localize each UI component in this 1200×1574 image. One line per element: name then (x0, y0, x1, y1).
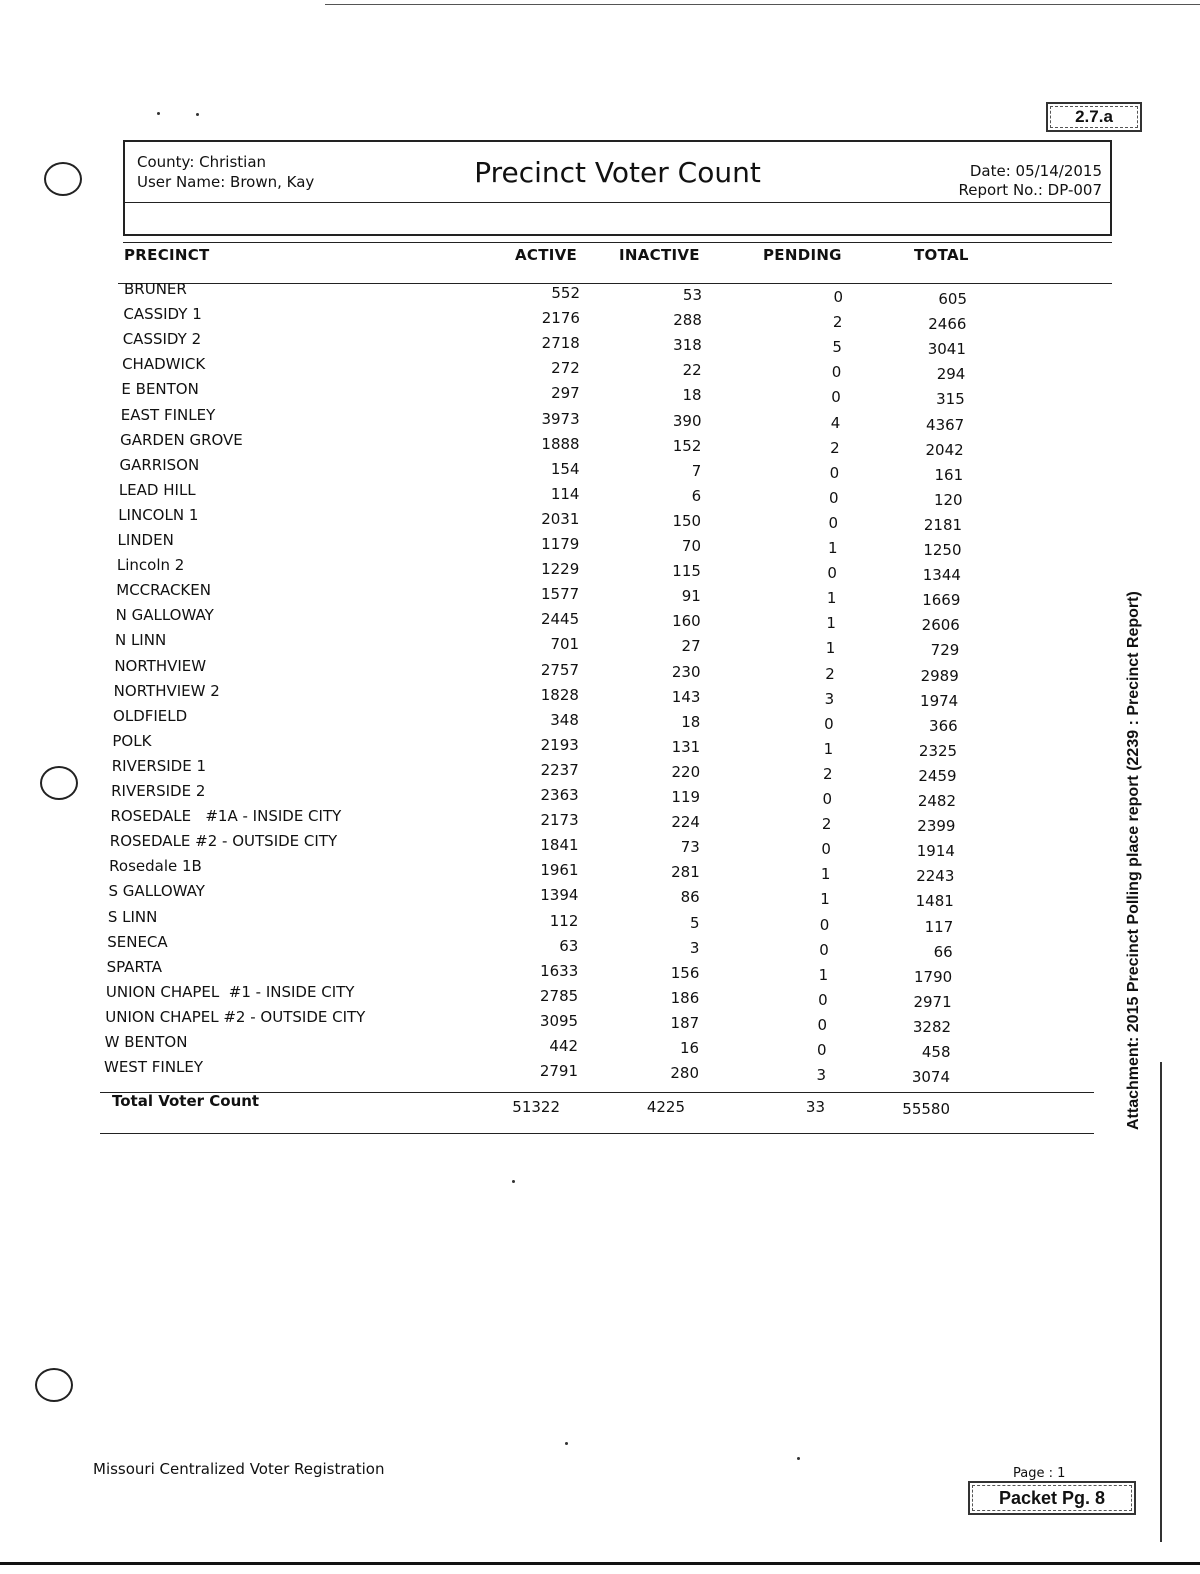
total-count: 729 (930, 641, 960, 660)
inactive-count: 18 (681, 712, 701, 731)
active-count: 112 (549, 911, 579, 930)
scan-speck (565, 1442, 568, 1445)
precinct-name: POLK (112, 731, 152, 750)
active-count: 1179 (541, 535, 580, 553)
packet-page-label: Packet Pg. 8 (972, 1485, 1132, 1511)
footer-left: Missouri Centralized Voter Registration (93, 1460, 385, 1478)
pending-count: 0 (833, 288, 843, 306)
pending-count: 1 (820, 865, 831, 884)
pending-count: 2 (825, 664, 835, 683)
pending-count: 2 (823, 764, 833, 783)
pending-count: 1 (827, 539, 838, 557)
table-row (119, 455, 999, 484)
pending-count: 0 (817, 1015, 828, 1034)
inactive-count: 5 (690, 913, 700, 932)
pending-count: 1 (826, 614, 836, 633)
precinct-name: W BENTON (104, 1033, 188, 1051)
table-row (108, 882, 989, 911)
total-count: 2042 (925, 440, 964, 459)
inactive-count: 318 (673, 336, 702, 355)
total-count: 2482 (917, 792, 957, 810)
precinct-name: NORTHVIEW 2 (113, 681, 220, 700)
table-row (113, 706, 993, 735)
total-count: 1669 (922, 591, 961, 610)
pending-count: 5 (832, 338, 842, 357)
header-meta-right (958, 162, 1102, 200)
pending-count: 0 (819, 940, 829, 959)
total-count: 3074 (911, 1068, 950, 1087)
attachment-tag-label: 2.7.a (1050, 106, 1138, 128)
active-count: 63 (559, 936, 579, 955)
table-row (109, 857, 989, 886)
inactive-count: 186 (670, 988, 700, 1007)
inactive-count: 150 (672, 511, 702, 530)
table-row (124, 280, 1004, 308)
pending-count: 0 (827, 564, 837, 583)
inactive-count: 53 (682, 286, 702, 304)
table-row (109, 832, 990, 861)
precinct-name: ROSEDALE #2 - OUTSIDE CITY (109, 832, 338, 851)
precinct-name: E BENTON (121, 380, 199, 399)
punch-hole (44, 162, 82, 196)
precinct-name: RIVERSIDE 1 (111, 756, 207, 775)
active-count: 2237 (540, 760, 579, 779)
table-row (110, 807, 990, 836)
attachment-side-label: Attachment: 2015 Precinct Polling place report (2239 : Precinct Report) (1125, 591, 1142, 1130)
report-number-line: Report No.: DP-007 (958, 181, 1102, 199)
precinct-name: BRUNER (124, 280, 187, 298)
table-row (112, 731, 992, 760)
table-row (122, 355, 1002, 384)
table-row (106, 957, 987, 986)
inactive-count: 390 (672, 411, 702, 430)
pending-count: 1 (825, 639, 836, 658)
table-row (113, 681, 994, 710)
inactive-count: 70 (681, 537, 702, 555)
table-row (114, 656, 994, 685)
precinct-name: CASSIDY 1 (123, 305, 202, 324)
table-row (123, 305, 1003, 334)
total-count: 3041 (927, 340, 966, 359)
column-header-precinct: PRECINCT (124, 246, 210, 264)
active-count: 2757 (540, 660, 580, 679)
active-count: 1841 (540, 836, 579, 855)
pending-count: 0 (831, 363, 842, 382)
punch-hole (40, 766, 78, 800)
active-count: 2363 (540, 786, 579, 804)
table-row (116, 581, 996, 610)
table-row (111, 756, 992, 785)
bottom-scan-line (0, 1562, 1200, 1565)
inactive-count: 156 (670, 963, 700, 982)
total-count: 1790 (914, 967, 953, 986)
precinct-name: CASSIDY 2 (122, 330, 202, 349)
active-count: 272 (551, 359, 580, 378)
column-header-active: ACTIVE (515, 246, 578, 264)
pending-count: 0 (831, 388, 841, 407)
inactive-count: 22 (682, 361, 702, 380)
pending-count: 2 (830, 438, 840, 457)
table-row (105, 1007, 985, 1036)
total-count: 2989 (920, 666, 959, 685)
total-count: 2325 (918, 741, 958, 760)
total-count: 2243 (916, 867, 955, 886)
rule (123, 242, 1112, 243)
county-line: County: Christian (137, 153, 267, 171)
user-line: User Name: Brown, Kay (137, 173, 315, 191)
date-line: Date: 05/14/2015 (969, 162, 1102, 180)
active-count: 1229 (541, 560, 580, 579)
table-row (122, 330, 1003, 359)
total-count: 2466 (928, 315, 967, 334)
top-scan-line (325, 4, 1200, 5)
total-count: 366 (929, 716, 958, 735)
table-row (117, 531, 998, 559)
table-row (120, 430, 1000, 459)
inactive-count: 152 (672, 436, 702, 455)
table-row (107, 907, 988, 936)
precinct-name: RIVERSIDE 2 (111, 782, 206, 800)
precinct-name: LEAD HILL (118, 480, 196, 499)
table-row (114, 631, 995, 660)
scan-speck (797, 1457, 800, 1460)
total-count: 2606 (921, 616, 960, 635)
precinct-name: LINDEN (117, 531, 174, 549)
pending-count: 1 (826, 589, 837, 608)
active-count: 552 (551, 284, 580, 302)
inactive-count: 230 (671, 662, 701, 681)
precinct-name: WEST FINLEY (104, 1058, 204, 1077)
inactive-count: 224 (671, 813, 700, 832)
active-count: 2193 (540, 735, 579, 754)
precinct-name: ROSEDALE #1A - INSIDE CITY (110, 807, 342, 826)
inactive-count: 160 (672, 612, 701, 631)
inactive-count: 3 (689, 938, 700, 957)
pending-count: 0 (828, 513, 839, 532)
table-row (107, 932, 987, 961)
attachment-tag (1046, 102, 1142, 132)
inactive-count: 280 (670, 1064, 699, 1083)
total-label: Total Voter Count (112, 1092, 260, 1110)
inactive-count: 288 (673, 311, 702, 330)
total-count: 4367 (926, 415, 965, 434)
inactive-count: 119 (671, 788, 701, 806)
precinct-name: NORTHVIEW (114, 656, 207, 675)
pending-count: 1 (820, 890, 830, 909)
total-inactive: 4225 (646, 1098, 685, 1116)
inactive-count: 143 (671, 687, 701, 706)
active-count: 1888 (541, 434, 580, 453)
active-count: 1961 (540, 861, 579, 880)
pending-count: 0 (824, 714, 834, 733)
pending-count: 0 (829, 488, 839, 507)
active-count: 2718 (541, 334, 580, 353)
table-row (118, 480, 999, 509)
active-count: 2173 (540, 811, 579, 830)
pending-count: 1 (823, 739, 834, 758)
precinct-name: N GALLOWAY (115, 606, 214, 625)
total-count: 2971 (913, 992, 952, 1011)
active-count: 348 (550, 710, 579, 729)
inactive-count: 16 (679, 1039, 700, 1057)
precinct-name: GARDEN GROVE (120, 430, 243, 449)
total-count: 2181 (923, 515, 963, 534)
inactive-count: 91 (681, 587, 701, 606)
scan-speck (196, 113, 199, 116)
active-count: 2785 (539, 986, 579, 1005)
active-count: 2176 (541, 309, 580, 328)
table-row (105, 982, 986, 1011)
pending-count: 0 (822, 790, 833, 808)
pending-count: 1 (818, 965, 829, 984)
total-count: 458 (921, 1043, 951, 1061)
precinct-name: LINCOLN 1 (118, 505, 199, 524)
column-header-pending: PENDING (763, 246, 842, 264)
rule (100, 1133, 1094, 1134)
precinct-name: MCCRACKEN (116, 581, 211, 600)
pending-count: 2 (832, 313, 843, 332)
inactive-count: 281 (671, 863, 700, 882)
total-count: 1974 (920, 691, 959, 710)
table-row (115, 606, 996, 635)
total-count: 117 (924, 917, 954, 936)
active-count: 1577 (541, 585, 580, 604)
pending-count: 0 (821, 840, 831, 859)
scan-speck (157, 112, 160, 115)
total-count: 605 (938, 290, 967, 308)
table-row (104, 1033, 985, 1061)
report-header (123, 140, 1112, 236)
inactive-count: 27 (681, 637, 701, 656)
precinct-name: CHADWICK (122, 355, 206, 374)
header-divider (125, 202, 1110, 203)
precinct-name: OLDFIELD (113, 706, 188, 725)
total-count: 161 (934, 465, 964, 484)
pending-count: 0 (816, 1041, 827, 1059)
total-count: 66 (933, 942, 953, 961)
inactive-count: 131 (671, 737, 701, 756)
precinct-name: SPARTA (106, 957, 163, 976)
total-count: 1914 (916, 842, 955, 861)
punch-hole (35, 1368, 73, 1402)
precinct-name: Lincoln 2 (116, 556, 185, 575)
inactive-count: 220 (671, 762, 701, 781)
active-count: 442 (549, 1037, 579, 1055)
table-row (121, 380, 1001, 409)
active-count: 2791 (539, 1062, 578, 1081)
inactive-count: 6 (691, 486, 702, 505)
precinct-name: SENECA (107, 932, 168, 951)
inactive-count: 7 (691, 461, 702, 480)
scan-speck (512, 1180, 515, 1183)
precinct-name: N LINN (114, 631, 167, 650)
precinct-name: UNION CHAPEL #1 - INSIDE CITY (105, 982, 355, 1001)
precinct-name: S GALLOWAY (108, 882, 205, 901)
active-count: 297 (551, 384, 580, 403)
column-header-inactive: INACTIVE (619, 246, 700, 264)
active-count: 3095 (539, 1011, 579, 1030)
packet-page-box (968, 1481, 1136, 1515)
pending-count: 0 (819, 915, 830, 934)
precinct-name: S LINN (107, 907, 158, 926)
active-count: 154 (550, 459, 580, 478)
total-total: 55580 (902, 1100, 950, 1118)
inactive-count: 187 (670, 1013, 700, 1032)
report-title: Precinct Voter Count (474, 156, 761, 189)
total-pending: 33 (805, 1098, 825, 1116)
precinct-name: GARRISON (119, 455, 200, 474)
table-row (111, 782, 991, 810)
pending-count: 0 (818, 990, 828, 1009)
active-count: 1633 (540, 961, 579, 980)
active-count: 2031 (541, 509, 580, 528)
total-row (112, 1092, 992, 1117)
total-count: 294 (936, 365, 966, 384)
active-count: 1394 (540, 886, 579, 905)
total-count: 1250 (923, 541, 962, 559)
inactive-count: 115 (672, 562, 701, 581)
active-count: 701 (550, 635, 580, 654)
table-row (118, 505, 998, 534)
precinct-name: UNION CHAPEL #2 - OUTSIDE CITY (105, 1007, 366, 1026)
active-count: 3973 (541, 409, 580, 428)
active-count: 114 (550, 484, 580, 503)
table-row (116, 556, 997, 585)
total-count: 1481 (915, 892, 954, 911)
pending-count: 2 (821, 815, 832, 834)
pending-count: 4 (830, 413, 841, 432)
precinct-name: EAST FINLEY (120, 405, 216, 424)
total-count: 2459 (918, 766, 957, 785)
page-number: Page : 1 (1013, 1466, 1066, 1481)
inactive-count: 18 (682, 386, 702, 405)
table-row (104, 1058, 984, 1087)
pending-count: 0 (829, 463, 840, 482)
column-header-total: TOTAL (914, 246, 969, 264)
active-count: 2445 (540, 610, 580, 629)
total-count: 1344 (922, 566, 961, 585)
inactive-count: 86 (680, 888, 700, 907)
pending-count: 3 (824, 689, 835, 708)
inactive-count: 73 (680, 838, 700, 857)
total-count: 3282 (912, 1017, 952, 1036)
side-line (1160, 1062, 1162, 1542)
pending-count: 3 (816, 1066, 826, 1085)
precinct-name: Rosedale 1B (109, 857, 202, 876)
total-count: 120 (933, 490, 963, 509)
table-row (120, 405, 1001, 434)
total-count: 2399 (917, 817, 956, 836)
active-count: 1828 (540, 685, 579, 704)
total-active: 51322 (512, 1098, 560, 1116)
total-count: 315 (936, 390, 965, 409)
